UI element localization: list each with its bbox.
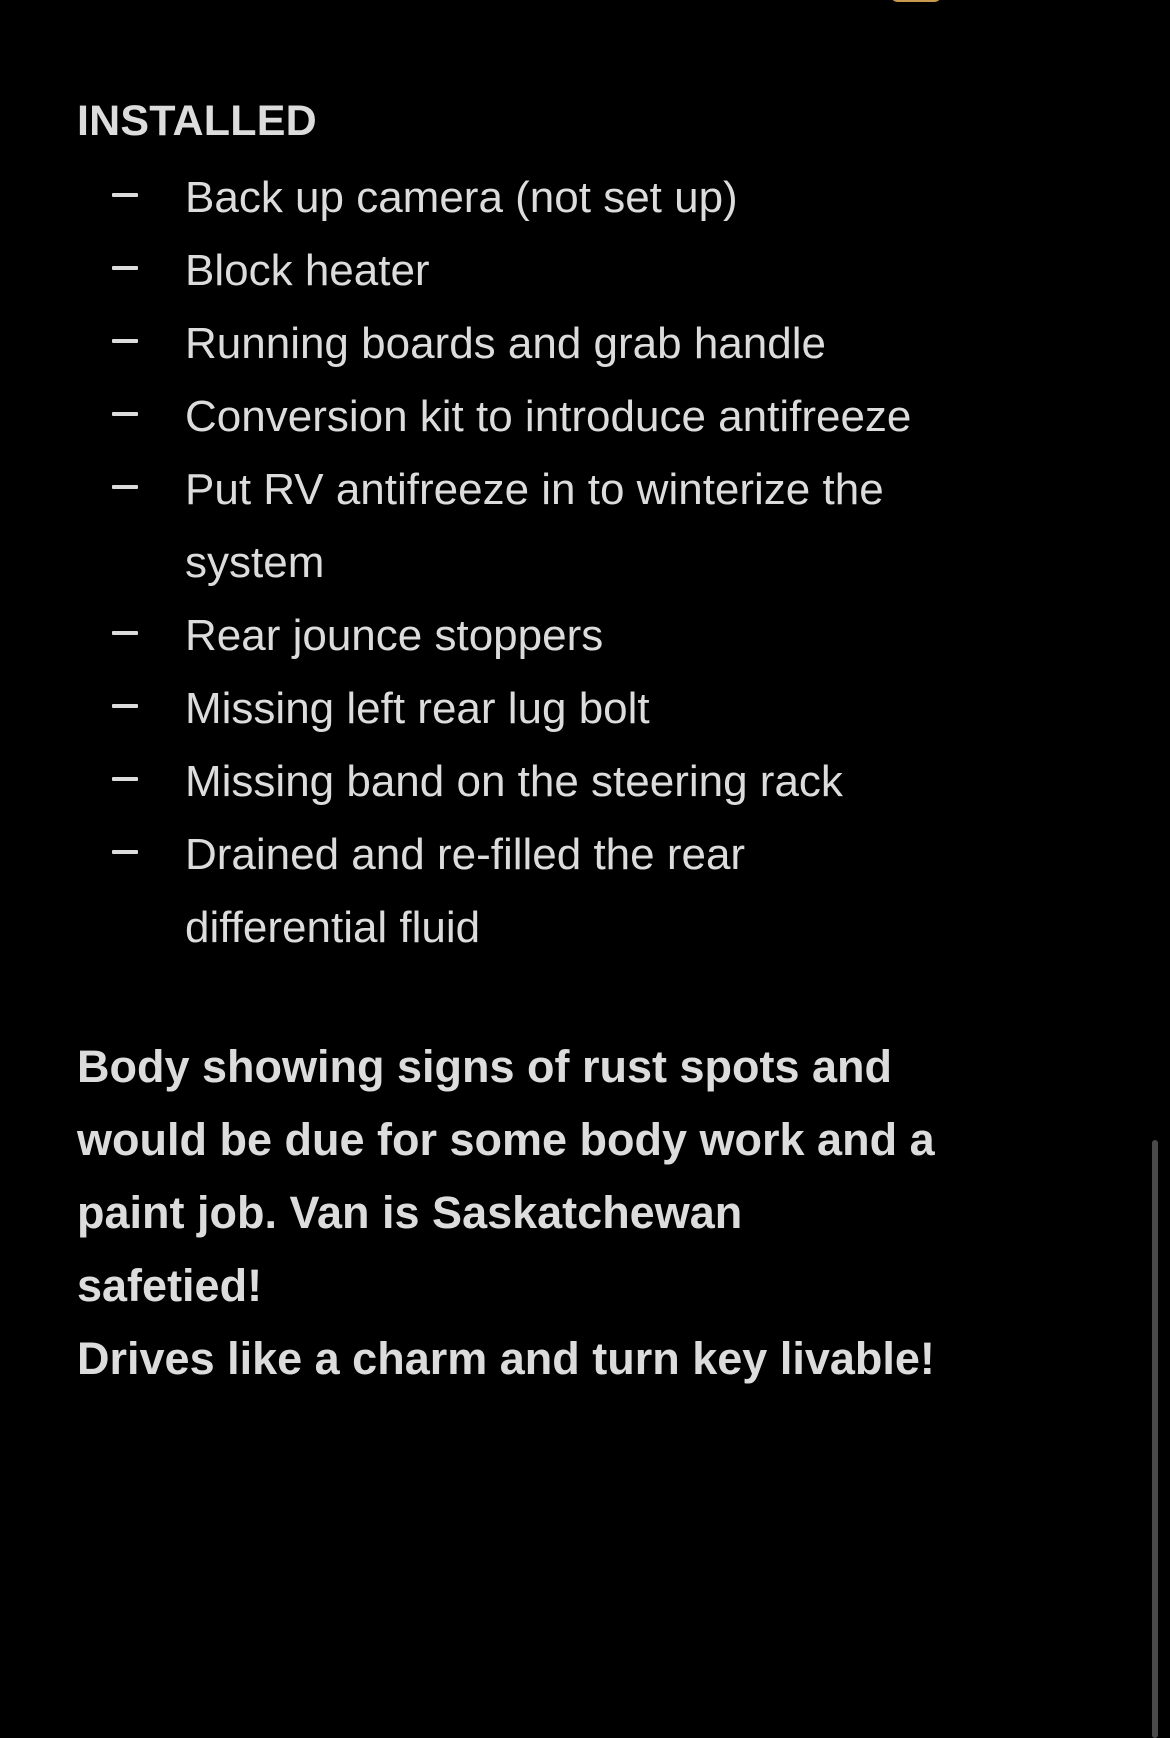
dash-bullet (112, 380, 138, 453)
list-item-text: Running boards and grab handle (185, 319, 826, 368)
installed-list (0, 161, 1115, 964)
list-item-text: Conversion kit to introduce antifreeze (185, 392, 912, 441)
dash-bullet (112, 599, 138, 672)
dash-bullet (112, 818, 138, 891)
dash-bullet (112, 453, 138, 526)
list-item-text: Back up camera (not set up) (185, 173, 738, 222)
list-item (0, 380, 1115, 453)
summary-line: Drives like a charm and turn key livable! (77, 1333, 935, 1384)
summary-line: Body showing signs of rust spots and (77, 1041, 893, 1092)
list-item-text: Block heater (185, 246, 430, 295)
list-item-text: Missing band on the steering rack (185, 757, 843, 806)
dash-bullet (112, 161, 138, 234)
list-item (0, 818, 1115, 964)
vertical-scrollbar[interactable] (1152, 1140, 1158, 1738)
list-item (0, 234, 1115, 307)
summary-line: safetied! (77, 1260, 263, 1311)
list-item-text: Drained and re-filled the rear differential fluid (185, 830, 746, 952)
dash-bullet (112, 307, 138, 380)
installed-heading: INSTALLED (77, 97, 317, 145)
list-item-text: Put RV antifreeze in to winterize the system (185, 465, 884, 587)
list-item (0, 672, 1115, 745)
list-item (0, 453, 1115, 599)
list-item-text: Missing left rear lug bolt (185, 684, 650, 733)
list-item (0, 599, 1115, 672)
summary-line: would be due for some body work and a (77, 1114, 935, 1165)
list-item-text: Rear jounce stoppers (185, 611, 604, 660)
dash-bullet (112, 745, 138, 818)
list-item (0, 745, 1115, 818)
list-item (0, 161, 1115, 234)
top-edge-indicator (890, 0, 942, 2)
dash-bullet (112, 672, 138, 745)
summary-paragraph (77, 1030, 1087, 1395)
summary-line: paint job. Van is Saskatchewan (77, 1187, 743, 1238)
dash-bullet (112, 234, 138, 307)
list-item (0, 307, 1115, 380)
